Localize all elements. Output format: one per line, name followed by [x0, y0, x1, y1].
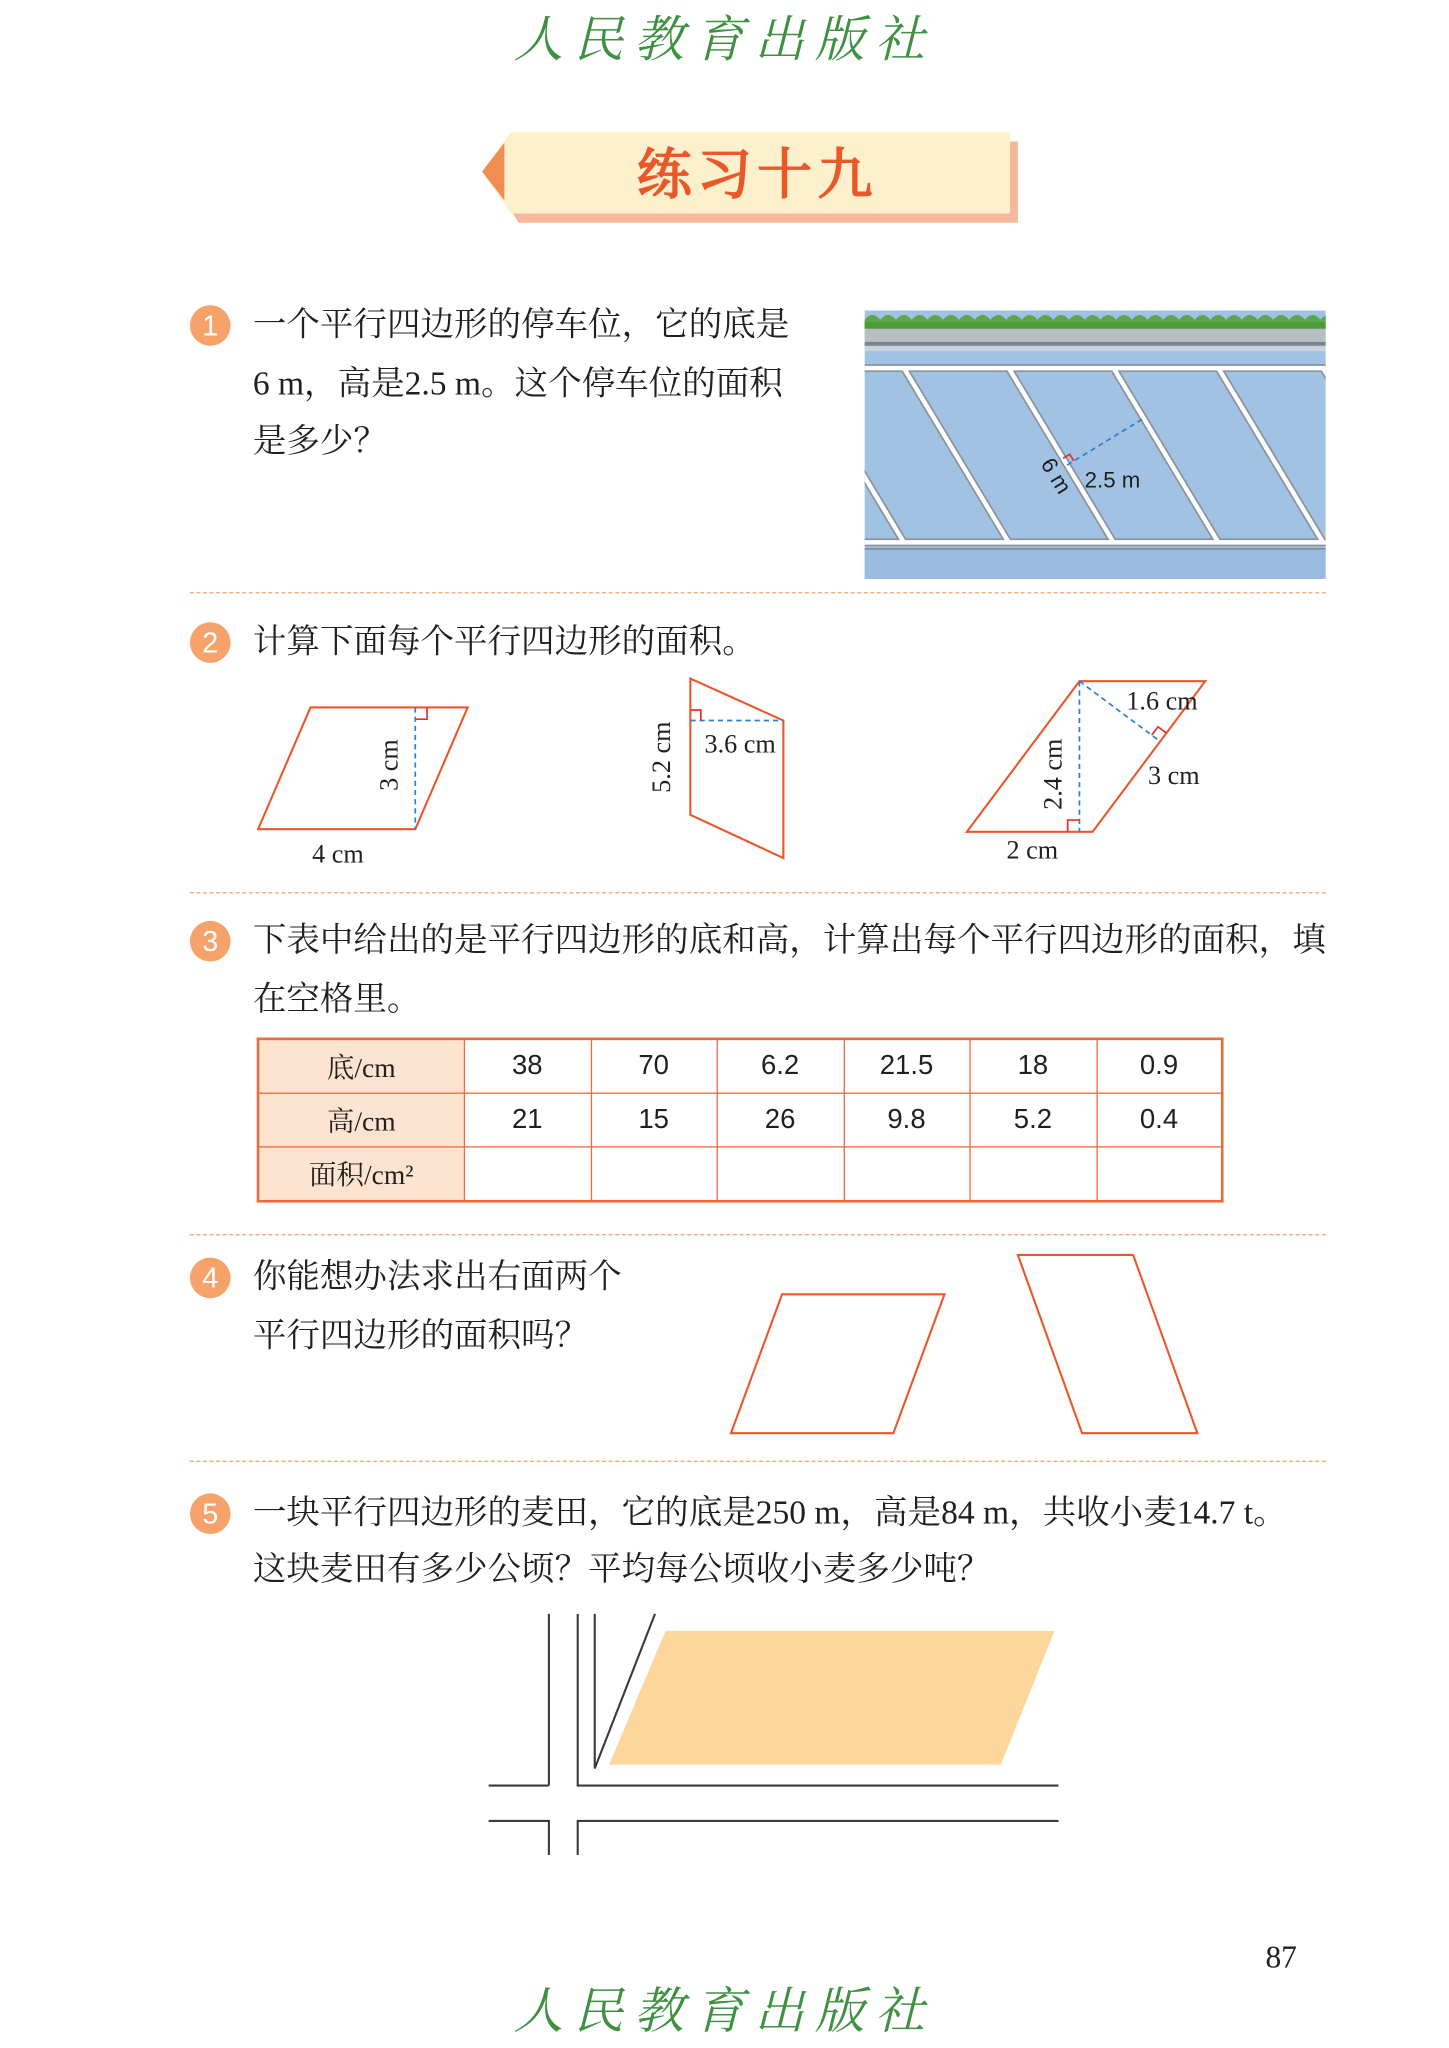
- exercise-5-number: 5: [190, 1493, 231, 1534]
- parallelogram-outline: [258, 707, 468, 829]
- footer-publisher-watermark: 人民教育出版社: [513, 1982, 936, 2040]
- exercise-3-text-line: 在空格里。: [252, 979, 421, 1018]
- right-angle-mark: [415, 707, 427, 719]
- parallelogram-outline-left: [731, 1294, 945, 1433]
- ex2-parallelogram-b: [647, 679, 783, 858]
- ex2-parallelogram-a: [258, 707, 468, 868]
- base-value: 21.5: [844, 1039, 970, 1093]
- curb-gutter: [865, 346, 1326, 351]
- parking-height-label: 2.5 m: [1084, 467, 1141, 493]
- side-height-label: 1.6 cm: [1126, 686, 1198, 716]
- curb: [865, 329, 1326, 342]
- table-row-area: [258, 1147, 1222, 1201]
- row-label-base: 底/cm: [258, 1039, 464, 1093]
- row-label-area: 面积/cm²: [258, 1147, 464, 1201]
- base-value: 0.9: [1096, 1039, 1222, 1093]
- right-angle-mark: [1068, 820, 1080, 832]
- right-angle-mark: [690, 710, 700, 720]
- row-label-height: 高/cm: [258, 1093, 464, 1147]
- base-label: 2 cm: [1006, 835, 1059, 865]
- ex4-parallelograms: [731, 1255, 1197, 1433]
- side-label: 3 cm: [1147, 761, 1200, 791]
- height-label: 2.4 cm: [1038, 738, 1068, 810]
- exercise-4-number: 4: [190, 1257, 231, 1298]
- page-number: 87: [1265, 1941, 1297, 1976]
- exercise-1-number: 1: [190, 305, 231, 346]
- exercise-5-text-line: 这块麦田有多少公顷？平均每公顷收小麦多少吨？: [252, 1549, 991, 1588]
- height-label: 3.6 cm: [704, 729, 776, 759]
- base-label: 5.2 cm: [647, 721, 677, 793]
- exercise-1-text-line: 一个平行四边形的停车位，它的底是: [252, 305, 790, 344]
- section-divider: [190, 592, 1326, 593]
- exercise-1-text-line: 6 m，高是2.5 m。这个停车位的面积: [252, 364, 783, 403]
- parking-lot-illustration: [799, 310, 1428, 579]
- area-answer-cell: [969, 1147, 1096, 1201]
- height-value: 26: [717, 1093, 844, 1147]
- exercise-4-text-line: 你能想办法求出右面两个: [252, 1257, 622, 1296]
- base-label: 4 cm: [312, 839, 364, 869]
- hedge-shade: [865, 322, 1326, 329]
- exercise-1-text-line: 是多少？: [252, 421, 387, 460]
- stripe: [1323, 368, 1428, 542]
- parallelogram-outline-right: [1018, 1255, 1197, 1433]
- area-answer-cell: [1096, 1147, 1222, 1201]
- curb-edge: [865, 342, 1326, 346]
- stripe-outline: [1323, 368, 1428, 542]
- exercise-4-text-line: 平行四边形的面积吗？: [252, 1316, 589, 1355]
- exercise-3-text-line: 下表中给出的是平行四边形的底和高，计算出每个平行四边形的面积，填: [252, 920, 1326, 959]
- height-value: 9.8: [844, 1093, 970, 1147]
- area-answer-cell: [464, 1147, 591, 1201]
- table-row-base: [258, 1039, 1222, 1093]
- height-value: 0.4: [1096, 1093, 1222, 1147]
- side-right-angle-mark: [1152, 727, 1167, 735]
- road-edge: [578, 1821, 1059, 1855]
- exercise-5-text-line: 一块平行四边形的麦田，它的底是250 m，高是84 m，共收小麦14.7 t。: [252, 1493, 1287, 1532]
- area-answer-cell: [844, 1147, 970, 1201]
- area-answer-cell: [717, 1147, 844, 1201]
- parking-base-label: 6 m: [1035, 453, 1077, 499]
- ex2-parallelogram-c: [967, 681, 1205, 864]
- height-value: 21: [464, 1093, 591, 1147]
- parallelogram-outline: [690, 679, 783, 858]
- exercise-2-text-line: 计算下面每个平行四边形的面积。: [252, 622, 756, 661]
- section-divider: [190, 1461, 1326, 1462]
- base-value: 6.2: [717, 1039, 844, 1093]
- road-edge: [489, 1821, 549, 1855]
- wheat-field: [609, 1631, 1054, 1765]
- exercise-2-number: 2: [190, 622, 231, 663]
- base-value: 70: [591, 1039, 717, 1093]
- table-row-height: [258, 1093, 1222, 1147]
- ex5-wheat-field-map: [489, 1614, 1059, 1855]
- height-label: 3 cm: [374, 739, 404, 791]
- base-value: 38: [464, 1039, 591, 1093]
- title-banner: [482, 132, 1018, 222]
- section-divider: [190, 1234, 1326, 1235]
- base-height-area-table: [257, 1038, 1224, 1203]
- section-divider: [190, 892, 1326, 893]
- title-banner-tip: [482, 143, 504, 201]
- height-value: 15: [591, 1093, 717, 1147]
- base-value: 18: [969, 1039, 1096, 1093]
- height-value: 5.2: [969, 1093, 1096, 1147]
- road-band: [865, 548, 1326, 579]
- area-answer-cell: [591, 1147, 717, 1201]
- exercise-3-number: 3: [190, 920, 231, 961]
- header-publisher-watermark: 人民教育出版社: [513, 10, 936, 69]
- page-title: 练习十九: [636, 141, 878, 207]
